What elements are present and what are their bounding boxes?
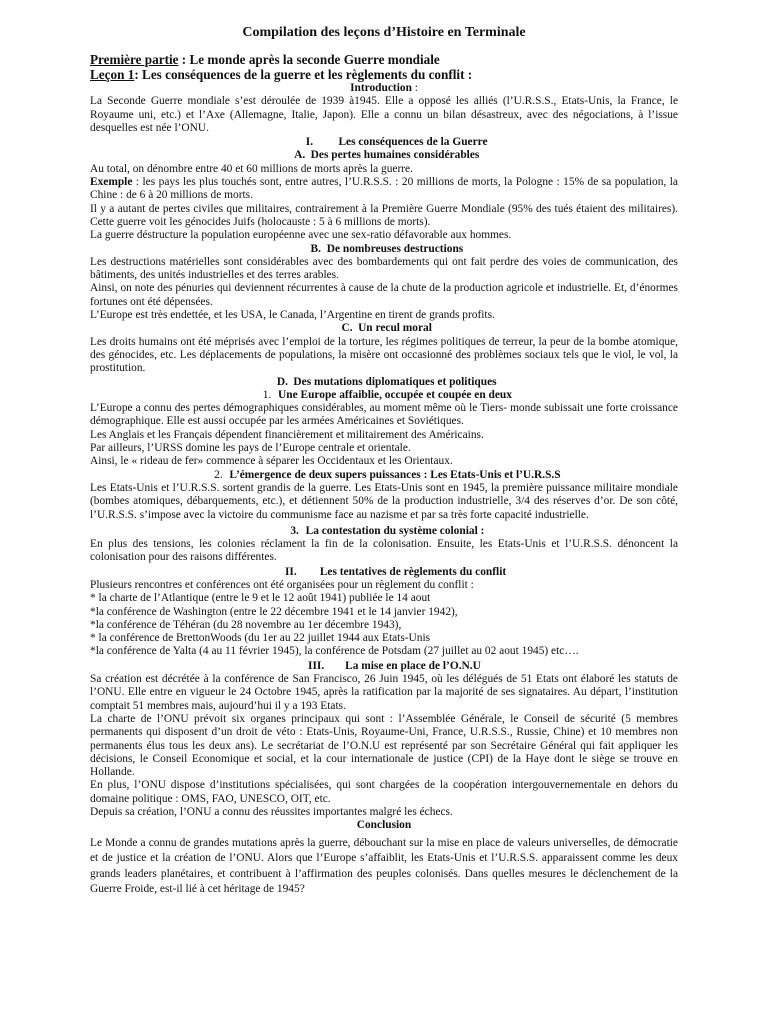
- section-1c-paragraph-1: Les droits humains ont été méprisés avec l’emploi de la torture, les régimes politiques de terreur, la peur de la bombe atomique, des génocides, etc. Les déplacements de populations, la misère ont occasionné des problèmes sociaux tels que le viol, le vol, la prostitution.: [90, 335, 678, 375]
- section-1d1-paragraph-2: Les Anglais et les Français dépendent financièrement et militairement des Américains.: [90, 428, 484, 441]
- conference-item: * la conférence de BrettonWoods (du 1er au 22 juillet 1944 aux Etats-Unis: [90, 632, 431, 645]
- conference-item: *la conférence de Washington (entre le 22 décembre 1941 et le 14 janvier 1942),: [90, 605, 458, 618]
- section-1d1-heading: 1. Une Europe affaiblie, occupée et coupée en deux: [262, 388, 512, 401]
- section-1a-paragraph-3: Il y a autant de pertes civiles que militaires, contrairement à la Première Guerre Mondiale (95% des tués étaient des militaires). Cette guerre voit les génocides Juifs (holocauste : 5 à 6 millions de morts).: [90, 202, 678, 228]
- section-3-paragraph-3: En plus, l’ONU dispose d’institutions spécialisées, qui sont chargées de la coopération intergouvernementale en dehors du domaine politique : OMS, FAO, UNESCO, OIT, etc.: [90, 779, 678, 805]
- section-1a-heading: A. Des pertes humaines considérables: [294, 149, 480, 162]
- lesson-label: Leçon 1: [90, 67, 135, 82]
- document-title: Compilation des leçons d’Histoire en Terminale: [242, 25, 526, 40]
- lesson-title: Les conséquences de la guerre et les règlements du conflit :: [142, 67, 473, 82]
- section-3-heading: III. La mise en place de l’O.N.U: [308, 659, 481, 672]
- section-1b-paragraph-3: L’Europe est très endettée, et les USA, le Canada, l’Argentine en tirent de grands profits.: [90, 309, 495, 322]
- conference-item: *la conférence de Yalta (4 au 11 février 1945), la conférence de Potsdam (27 juillet au 02 aout 1945) etc….: [90, 645, 579, 658]
- part-heading: [90, 52, 678, 67]
- part-label: Première partie: [90, 52, 179, 67]
- section-1a-example: Exemple : les pays les plus touchés sont, entre autres, l’U.R.S.S. : 20 millions de morts, la Pologne : 15% de sa population, la Chine : de 6 à 20 millions de morts.: [90, 176, 678, 202]
- section-3-paragraph-1: Sa création est décrétée à la conférence de San Francisco, 26 Juin 1945, où les délégués de 51 Etats ont élaboré les statuts de l’ONU. Elle entre en vigueur le 24 Octobre 1945, après la ratification par la majorité de ses signataires. Au départ, l’institution comptait 51 membres mais, aujourd’hui il y a 193 Etats.: [90, 673, 678, 712]
- introduction-text: La Seconde Guerre mondiale s’est déroulée de 1939 à1945. Elle a opposé les alliés (l’U.R.S.S., Etats-Unis, la France, le Royaume uni, etc.) et l’Axe (Allemagne, Italie, Japon). Elle a connu un bilan désastreux, avec des négociations, à l’issue desquelles est née l’ONU.: [90, 95, 678, 134]
- section-1a-paragraph-1: Au total, on dénombre entre 40 et 60 millions de morts après la guerre.: [90, 162, 413, 175]
- section-1a-paragraph-4: La guerre déstructure la population européenne avec une sex-ratio défavorable aux hommes.: [90, 229, 512, 242]
- conclusion-text: Le Monde a connu de grandes mutations après la guerre, débouchant sur la mise en place de valeurs universelles, de démocratie et de justice et la création de l’ONU. Alors que l’Europe s’affaiblit, les Etats-Unis et l’U.R.S.S. apparaissent comme les deux grands leaders planétaires, et contribuent à l’affirmation des peuples colonisés. Dans quelles mesures le déclenchement de la Guerre Froide, est-il lié à cet héritage de 1945?: [90, 836, 678, 896]
- section-1c-heading: C. Un recul moral: [341, 322, 432, 335]
- section-1d-heading: D. Des mutations diplomatiques et politiques: [276, 375, 497, 388]
- part-separator: :: [178, 52, 190, 67]
- conclusion-heading: Conclusion: [356, 819, 412, 832]
- section-1b-paragraph-1: Les destructions matérielles sont considérables avec des bombardements qui ont fait perdre des voies de communication, des bâtiments, des unités industrielles et des terres arables.: [90, 255, 678, 282]
- section-1-heading: I. Les conséquences de la Guerre: [305, 136, 488, 149]
- section-1d2-paragraph-1: Les Etats-Unis et l’U.R.S.S. sortent grandis de la guerre. Les Etats-Unis sont en 1945, la première puissance militaire mondiale (bombes atomiques, débarquements, etc.), et détiennent 50% de la production industrielle, 3/4 des réserves d’or. De son côté, l’U.R.S.S. s’impose avec la victoire du communisme face au nazisme et par sa très forte capacité industrielle.: [90, 481, 678, 521]
- lesson-separator: :: [134, 67, 143, 82]
- part-title: Le monde après la seconde Guerre mondiale: [189, 52, 440, 67]
- section-1d2-heading: 2. L’émergence de deux supers puissances : Les Etats-Unis et l’U.R.S.S: [214, 468, 561, 481]
- section-1b-paragraph-2: Ainsi, on note des pénuries qui deviennent récurrentes à cause de la chute de la production agricole et industrielle. Et, d’énormes fortunes ont été dépensées.: [90, 282, 678, 308]
- conference-item: * la charte de l’Atlantique (entre le 9 et le 12 août 1941) publiée le 14 aout: [90, 592, 431, 605]
- section-2-intro: Plusieurs rencontres et conférences ont été organisées pour un règlement du conflit :: [90, 578, 474, 591]
- section-1b-heading: B. De nombreuses destructions: [310, 242, 464, 255]
- introduction-heading: Introduction :: [350, 82, 418, 94]
- section-1d3-paragraph-1: En plus des tensions, les colonies réclament la fin de la colonisation. Ensuite, les Etats-Unis et l’U.R.S.S. dénoncent la colonisation pour des raisons différentes.: [90, 538, 678, 564]
- conference-item: *la conférence de Téhéran (du 28 novembre au 1er décembre 1943),: [90, 618, 402, 631]
- section-1d3-heading: 3. La contestation du système colonial :: [290, 524, 485, 537]
- section-1d1-paragraph-4: Ainsi, le « rideau de fer» commence à séparer les Occidentaux et les Orientaux.: [90, 455, 453, 468]
- section-3-paragraph-4: Depuis sa création, l’ONU a connu des réussites importantes malgré les échecs.: [90, 806, 453, 819]
- lesson-heading: [90, 67, 678, 82]
- section-1d1-paragraph-3: Par ailleurs, l’URSS domine les pays de l’Europe centrale et orientale.: [90, 442, 411, 455]
- section-3-paragraph-2: La charte de l’ONU prévoit six organes principaux qui sont : l’Assemblée Générale, le Conseil de sécurité (5 membres permanents qui disposent d’un droit de véto : Etats-Unis, Royaume-Uni, France, U.R.S.S., Russie, Chine) et 10 membres non permanents élus tous les deux ans). Le secrétariat de l’O.N.U est représenté par son Secrétaire Général qui fait appliquer les décisions, le Conseil Economique et social, et la cour internationale de justice (CPI) de la Haye dont le siège se trouve en Hollande.: [90, 712, 678, 779]
- section-2-heading: II. Les tentatives de règlements du conflit: [284, 565, 507, 578]
- section-1d1-paragraph-1: L’Europe a connu des pertes démographiques considérables, au moment même où le Tiers- monde subissait une forte croissance démographique. Elle est aussi occupée par les armées Américaines et Soviétiques.: [90, 402, 678, 428]
